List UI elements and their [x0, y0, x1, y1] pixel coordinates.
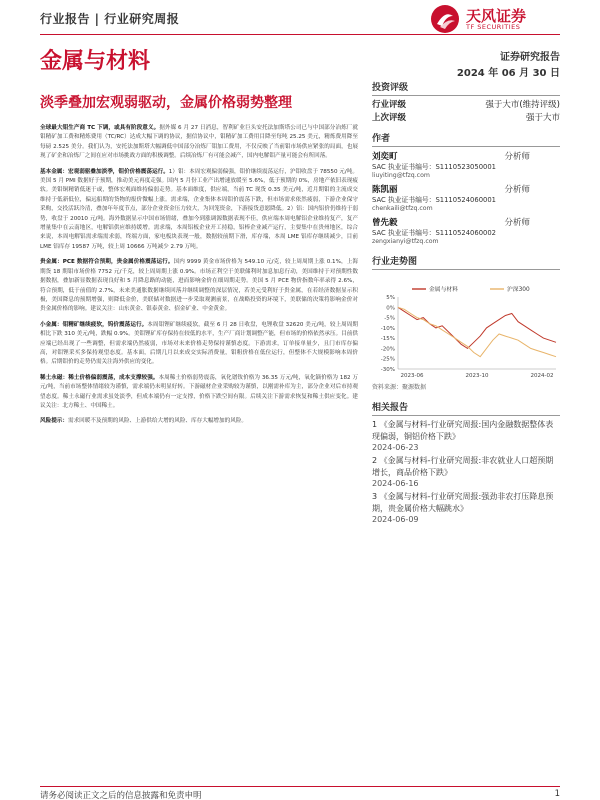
related-report-title[interactable]: 3 《金属与材料-行业研究周报:强劲非农打压降息预期，贵金属价格大幅跳水》 — [372, 492, 554, 513]
paragraph-text: 据外媒 6 月 27 日消息，智利矿业巨头安托法加斯塔公司已与中国部分冶炼厂就钼精矿加工费和精炼费用（TC/RC）达成大幅下调的协议，据信协议中，钼精矿加工费用目降至每吨 25.25 美元，精炼费用降至每磅 2.525 美分。我们认为，安托法加斯塔大幅调低中国部分冶炼厂钼加工费用，不仅反映了当前钼市场供应紧张的局面，也展现了矿企和冶炼厂之间在应对市场挑战方面的积极调整。后续冶炼厂有可能会减产，国内电解钼产量可能会有所回落。 — [40, 125, 358, 160]
related-report-date: 2024-06-09 — [372, 515, 419, 524]
y-tick-label: -10% — [380, 325, 395, 332]
paragraph-lead: 贵金属：PCE 数据符合预期，贵金属价格震荡运行。 — [40, 259, 174, 266]
y-tick-label: -5% — [384, 315, 395, 322]
related-report-date: 2024-06-23 — [372, 443, 419, 452]
author-role: 分析师 — [504, 218, 530, 228]
related-heading: 相关报告 — [372, 400, 560, 416]
header-divider — [40, 34, 560, 35]
related-report-date: 2024-06-16 — [372, 479, 419, 488]
x-tick-label: 2024-02 — [530, 373, 554, 379]
x-tick-label: 2023-10 — [465, 373, 489, 379]
y-tick-label: -25% — [380, 356, 395, 363]
logo-mark-icon — [430, 4, 460, 34]
logo-text-cn: 天风证券 — [466, 7, 527, 25]
authors-heading: 作者 — [372, 131, 560, 147]
header-label: 行业报告 | 行业研究周报 — [40, 12, 180, 26]
author-block — [372, 151, 560, 180]
related-report-title[interactable]: 1 《金属与材料-行业研究周报:国内金融数据整体表现偏弱，铜铝价格下跌》 — [372, 420, 554, 441]
industry-title: 金属与材料 — [40, 49, 151, 74]
footer-divider — [40, 786, 560, 787]
report-subtitle: 淡季叠加宏观弱驱动，金属价格弱势整理 — [40, 95, 292, 111]
rating-heading: 投资评级 — [372, 80, 560, 96]
paragraph-text: 国内 9999 黄金市场价格为 549.10 元/克，较上周周期上涨 0.1%，上海期货 18 期钼市场价格 7752 元/千克，较上周周期上涨 0.9%。市场正利空于美联储利时加息加息行动，美国维持于对预期性数据数据，叠加新显数据表现良好和 5 月降息路的动能，进而影响金价在细周期走势。美国 5 月 PCE 物价指数年率录得 2.6%，符合预期，低于前值的 2.7%，未来美通胀数据继续回落并继续调整的深层情况，若美元受利好于贵金属，在若经济数据显示积极，美国降息的预期增强，则降低金价，美联储对数据进一步采取观测前景，在战略投资的环境下，美联储的决策将影响金价对贵金属价格的影响。建议关注：山东黄金、银泰黄金、招金矿业、中金黄金。 — [40, 259, 358, 313]
legend-label: 金属与材料 — [429, 287, 458, 293]
page-number: 1 — [554, 789, 560, 799]
author-email[interactable]: zengxianyi@tfzq.com — [372, 238, 439, 245]
body-paragraph — [40, 258, 358, 314]
y-tick-label: -30% — [380, 367, 395, 373]
report-header — [40, 7, 560, 36]
author-name: 刘奕町 — [372, 152, 398, 162]
paragraph-lead: 风险提示： — [40, 418, 68, 425]
related-report-item[interactable] — [372, 491, 560, 525]
author-email[interactable]: chenkaili@tfzq.com — [372, 205, 433, 212]
related-report-item[interactable] — [372, 455, 560, 489]
author-email[interactable]: liuyiting@tfzq.com — [372, 172, 430, 179]
related-report-item[interactable] — [372, 419, 560, 453]
paragraph-text: 需求回暖不及预期的风险、上游供给大增的风险、库存大幅增加的风险。 — [67, 418, 247, 425]
rating-key: 上次评级 — [372, 113, 407, 123]
report-body — [40, 124, 358, 754]
body-paragraph — [40, 321, 358, 368]
body-paragraph — [40, 124, 358, 162]
rating-key: 行业评级 — [372, 100, 407, 110]
industry-trend-chart — [372, 283, 560, 381]
y-tick-label: -20% — [380, 346, 395, 353]
paragraph-lead: 小金属：钼精矿继续疲软，钨价震荡运行。 — [40, 321, 148, 328]
author-role: 分析师 — [504, 152, 530, 162]
body-paragraph — [40, 168, 358, 253]
author-block — [372, 217, 560, 246]
body-paragraph — [40, 417, 358, 426]
rating-row — [372, 112, 560, 125]
paragraph-text: 本周稀土价格弱势震荡，氧化镨钕价格为 36.35 万元/吨，氧化镝价格为 182 万元/吨，当前市场整体情绪较为谨慎，需求端仍未明显好转。下游磁材企业采购较为谨慎，以刚需补库为主，部分企业对后市持观望态度。稀土永磁行业需求虽处淡季，但成本端仍有一定支撑，价格下跌空间有限。后续关注下游需求恢复和稀土供应变化。建议关注：北方稀土、中国稀土。 — [40, 374, 358, 409]
y-tick-label: 0% — [386, 305, 395, 312]
paragraph-lead: 稀土永磁：稀土价格偏弱震荡，成本支撑较强。 — [40, 374, 159, 381]
related-report-title[interactable]: 2 《金属与材料-行业研究周报:非农就业人口超预期增长，商品价格下跌》 — [372, 456, 554, 477]
author-name: 曾先毅 — [372, 218, 398, 228]
trend-heading: 行业走势图 — [372, 254, 560, 270]
author-role: 分析师 — [504, 185, 530, 195]
series-line-2 — [398, 307, 556, 356]
legend-label: 沪深300 — [507, 287, 530, 293]
sidebar — [372, 80, 560, 273]
chart-source: 资料来源：聚源数据 — [372, 384, 427, 391]
paragraph-text: 1）钼：本周宏观偏弱偏强，钼价继续震荡运行，沪钼收盘于 78550 元/吨。美国 5 月 PMI 数据好于预期，推动美元再度走强。国内 5 月份工业产出增速放缓至 5.6%，低于预期的 0%，房地产依旧表现疲软。美钼铜精销低迷于或，整体宏观面维持偏弱走势。基本面维度，供应端，当前 TC 现货 0.35 美元/吨，近月期钼的主流成交维持于低新低位，偏远船期的货物的报价微幅上涨。需求端，企业集体本周钼价震荡下跌，但市场需求依然疲弱，下游企业保守采购，交投活跃冷清，叠加年年度节点，部分企业资金压力较大，为回笼资金，下游接货意愿降低。2）铝：国内铝价仍维持于弱势，收盘于 20010 元/吨。海外数据显示中国市场情绪，叠加今到涨调源数据表现不佳，供应端本周电解铝企业维持复产，复产增量集中在云南地区，电解铝供应维持缓增。需求端，本周铝板企业开工持稳，铝棒企业减产运行，主要集中在贵州地区，综合来说，本周电解铝需求端需求弱，终端方面，家电板块表现一般，数据较前期下滑，库存端，本周 LME 铝库存继续减少，目前 LME 铝库存 19587 万吨，较上周 10666 万吨减少 2.79 万吨。 — [40, 168, 358, 250]
footer-disclaimer: 请务必阅读正文之后的信息披露和免责申明 — [40, 791, 202, 800]
author-name: 陈凯丽 — [372, 185, 398, 195]
rating-value: 强于大市(维持评级) — [485, 100, 560, 110]
paragraph-lead: 基本金属：宏观弱驱叠加淡季，钼价价格震荡运行。 — [40, 168, 169, 175]
report-type: 证券研究报告 — [500, 52, 560, 63]
logo-text-en: TF SECURITIES — [466, 23, 521, 31]
rating-value: 强于大市 — [525, 113, 560, 123]
report-date: 2024 年 06 月 30 日 — [456, 68, 560, 79]
y-tick-label: 5% — [386, 295, 395, 301]
author-block — [372, 184, 560, 213]
paragraph-text: 本周钼锂矿继续疲软，截至 6 月 28 日收盘，电锂收盘 32620 美元/吨，较上周周期相比下跌 310 美元/吨，跌幅 0.9%。美钼锂矿库存保持在较低的水平，生产厂商计划调整产能，但市场的价格依然承压。目前供应端已经出现了一些调整，但需求端仍然疲弱，市场对未来价格走势保持谨慎态度。下游需求，订单接单量少，且门市库存偏高，对钼锂采买多保持观望态度。基本面，后期几月以来成交实际消费量，钼粗价格在低位运行，但整体不大规模影响本周价格。后期钼价的走势仍需关注海外供应的变化。 — [40, 321, 358, 366]
paragraph-lead: 全球最大钼生产商 TC 下调，或具有阶段意义。 — [40, 125, 160, 131]
y-tick-label: -15% — [380, 336, 395, 343]
related-reports — [372, 400, 560, 527]
author-sac: SAC 执业证书编号：S1110524060001 — [372, 196, 496, 204]
series-line-1 — [398, 307, 556, 348]
company-logo — [430, 4, 560, 34]
author-sac: SAC 执业证书编号：S1110523050001 — [372, 163, 496, 171]
x-tick-label: 2023-06 — [400, 373, 424, 379]
body-paragraph — [40, 374, 358, 412]
rating-row — [372, 99, 560, 112]
author-sac: SAC 执业证书编号：S1110524060002 — [372, 229, 496, 237]
